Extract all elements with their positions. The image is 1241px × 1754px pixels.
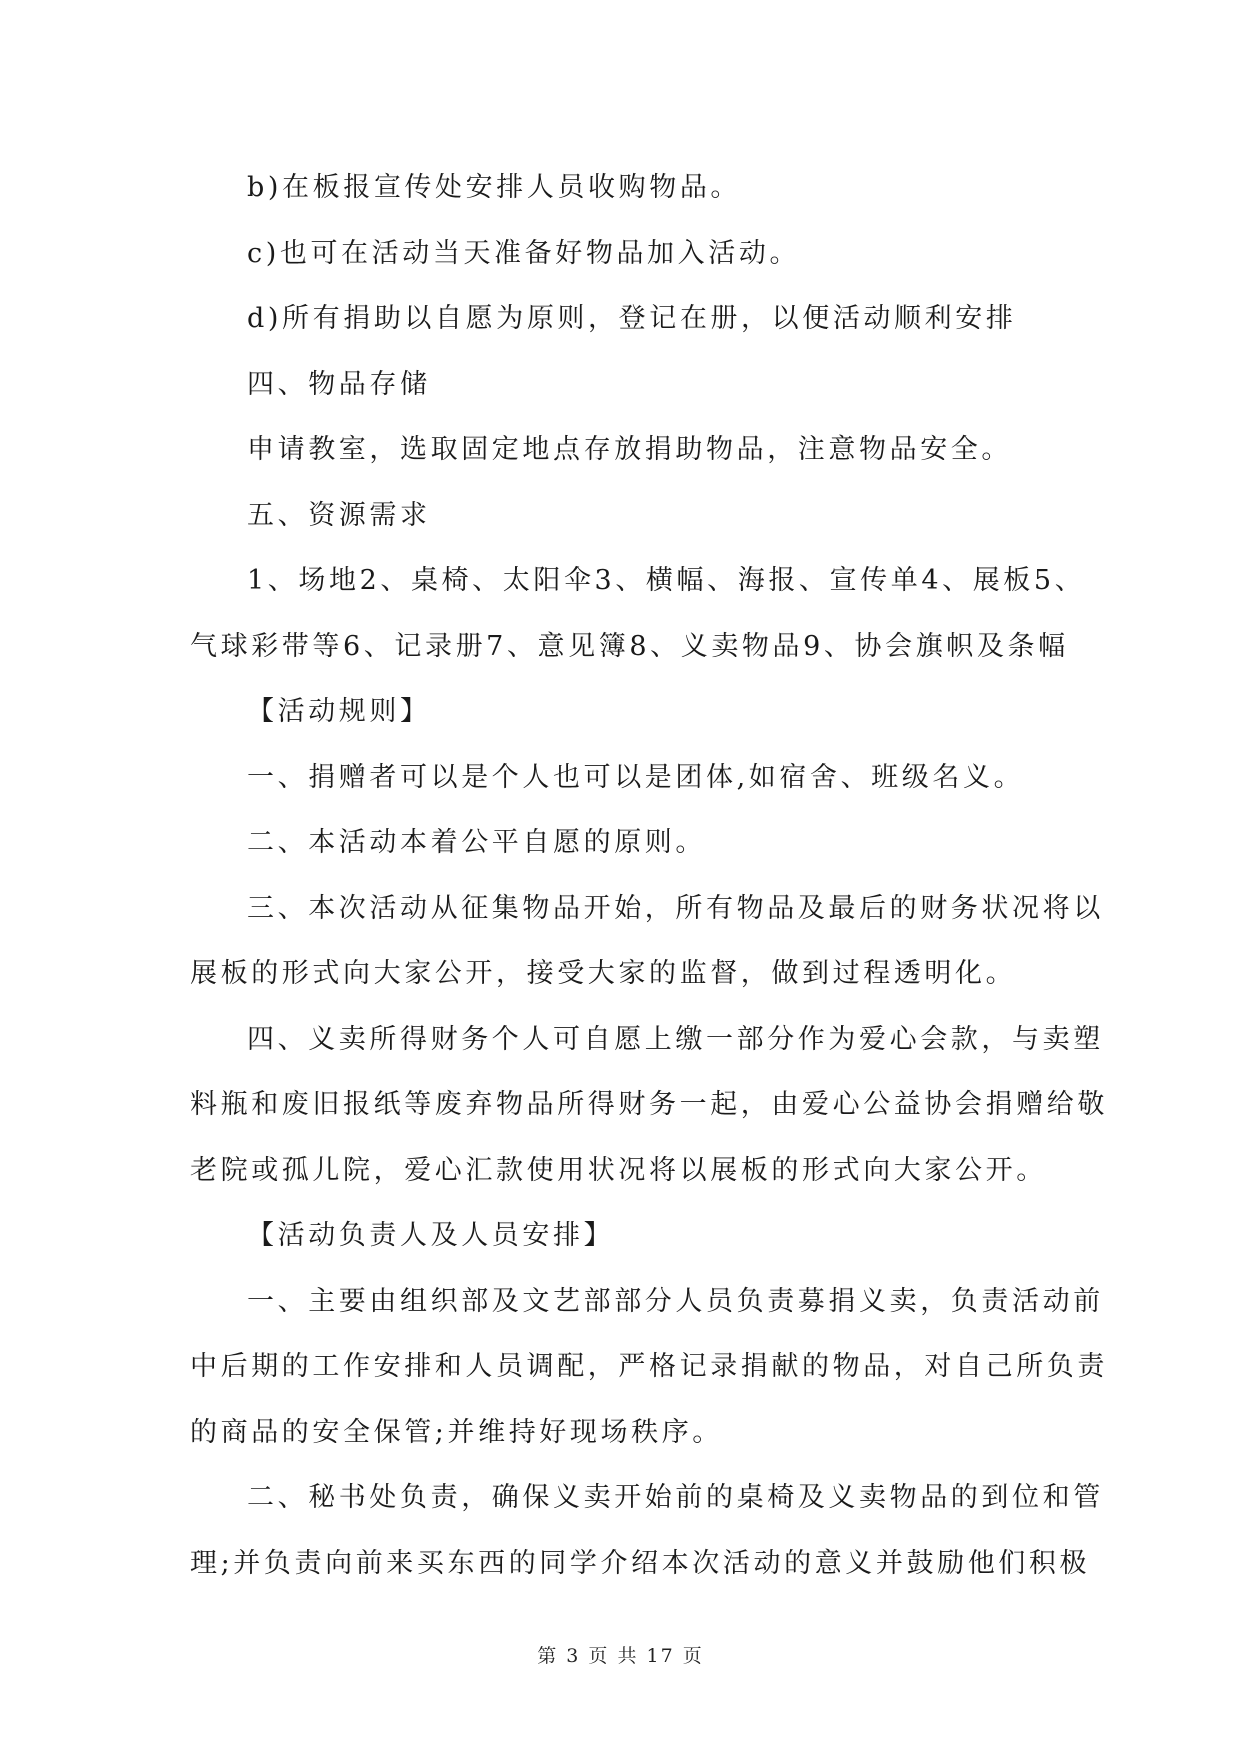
text-line: b)在板报宣传处安排人员收购物品。 — [247, 172, 742, 203]
text-line: c)也可在活动当天准备好物品加入活动。 — [247, 237, 801, 269]
text-line: 二、本活动本着公平自愿的原则。 — [247, 827, 706, 858]
document-body — [190, 155, 1108, 1596]
text-line: 料瓶和废旧报纸等废弃物品所得财务一起，由爱心公益协会捐赠给敬 — [190, 1089, 1108, 1120]
text-line: 三、本次活动从征集物品开始，所有物品及最后的财务状况将以 — [247, 892, 1104, 924]
text-line: 二、秘书处负责，确保义卖开始前的桌椅及义卖物品的到位和管 — [247, 1482, 1104, 1513]
text-line: 四、义卖所得财务个人可自愿上缴一部分作为爱心会款，与卖塑 — [247, 1023, 1104, 1055]
text-line: 1、场地2、桌椅、太阳伞3、横幅、海报、宣传单4、展板5、 — [247, 565, 1086, 596]
text-line: 老院或孤儿院，爱心汇款使用状况将以展板的形式向大家公开。 — [190, 1154, 1047, 1186]
text-line: 申请教室，选取固定地点存放捐助物品，注意物品安全。 — [247, 434, 1012, 465]
section-heading: 【活动规则】 — [247, 696, 431, 727]
text-line: 中后期的工作安排和人员调配，严格记录捐献的物品，对自己所负责 — [190, 1351, 1108, 1382]
text-line: 气球彩带等6、记录册7、意见簿8、义卖物品9、协会旗帜及条幅 — [190, 630, 1069, 662]
section-heading: 五、资源需求 — [247, 499, 431, 531]
text-line: 一、捐赠者可以是个人也可以是团体,如宿舍、班级名义。 — [247, 761, 1025, 793]
text-line: 展板的形式向大家公开，接受大家的监督，做到过程透明化。 — [190, 958, 1017, 989]
section-heading: 四、物品存储 — [247, 368, 431, 400]
page-number-footer: 第 3 页 共 17 页 — [537, 1645, 704, 1667]
text-line: 一、主要由组织部及文艺部部分人员负责募捐义卖，负责活动前 — [247, 1285, 1104, 1317]
text-line: d)所有捐助以自愿为原则，登记在册，以便活动顺利安排 — [247, 303, 1017, 334]
section-heading: 【活动负责人及人员安排】 — [247, 1220, 615, 1251]
text-line: 的商品的安全保管;并维持好现场秩序。 — [190, 1416, 723, 1448]
text-line: 理;并负责向前来买东西的同学介绍本次活动的意义并鼓励他们积极 — [190, 1547, 1091, 1579]
